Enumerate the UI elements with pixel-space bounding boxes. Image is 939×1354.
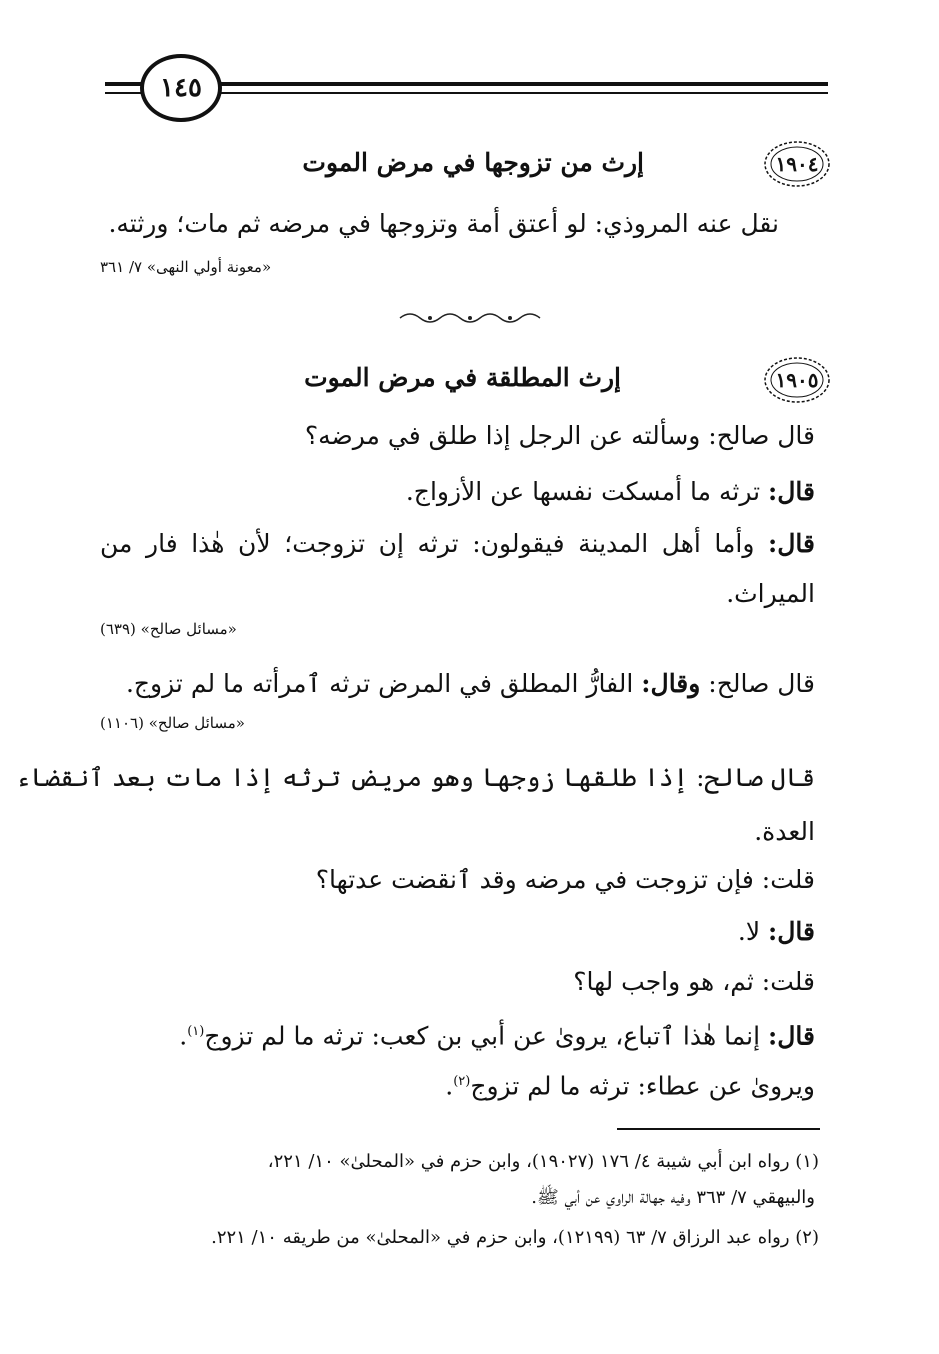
speaker-label: قال:	[768, 1021, 815, 1051]
text-line: قال: لا.	[737, 917, 815, 946]
footnote: (٢) رواه عبد الرزاق ٧/ ٦٣ (١٢١٩٩)، وابن حزم في «المحلىٰ» من طريقه ١٠/ ٢٢١.	[211, 1227, 819, 1248]
text-line: قال: إنما هٰذا ٱتباع، يروىٰ عن أبي بن كعب: ترثه ما لم تزوج$^{(١)}$.	[179, 1021, 815, 1051]
text-line: قلت: فإن تزوجت في مرضه وقد ٱنقضت عدتها؟	[315, 865, 815, 894]
source-citation: «مسائل صالح» (١١٠٦)	[100, 714, 245, 732]
footnote-ref[interactable]: (٢)	[453, 1074, 471, 1089]
speaker-label: قال:	[768, 477, 815, 506]
source-citation: «معونة أولي النهى» ٧/ ٣٦١	[100, 258, 272, 276]
text-line: العدة.	[754, 817, 815, 846]
section-number-emblem: ١٩٠٤	[763, 138, 831, 190]
text-line: قلت: ثم، هو واجب لها؟	[573, 967, 815, 996]
text-line: نقل عنه المروذي: لو أعتق أمة وتزوجها في مرضه ثم مات؛ ورثته.	[108, 209, 779, 238]
footnote-ref[interactable]: (١)	[187, 1024, 205, 1039]
speaker-label: قال:	[768, 917, 815, 946]
footnote-separator	[617, 1128, 820, 1130]
text-line: قال: وأما أهل المدينة فيقولون: ترثه إن تزوجت؛ لأن هٰذا فار من	[100, 529, 815, 558]
source-citation: «مسائل صالح» (٦٣٩)	[100, 620, 237, 638]
text-line: قال صالح: وقال: الفارُّ المطلق في المرض ترثه ٱمرأته ما لم تزوج.	[125, 669, 815, 698]
text-line: ويروىٰ عن عطاء: ترثه ما لم تزوج$^{(٢)}$.	[445, 1071, 815, 1101]
section-number-emblem: ١٩٠٥	[763, 354, 831, 406]
section-title: إرث من تزوجها في مرض الموت	[302, 148, 644, 177]
speaker-label: قال:	[768, 529, 815, 558]
speaker-label: وقال:	[641, 669, 701, 698]
text-line: قال صالح: إذا طلقها زوجها وهو مريض ترثه إذا مات بعد ٱنقضاء	[16, 763, 815, 792]
text-line: قال صالح: وسألته عن الرجل إذا طلق في مرضه؟	[304, 421, 815, 450]
section-title: إرث المطلقة في مرض الموت	[304, 363, 621, 392]
footnote-number: (١)	[795, 1151, 819, 1172]
footnote: (١) رواه ابن أبي شيبة ٤/ ١٧٦ (١٩٠٢٧)، وابن حزم في «المحلىٰ» ١٠/ ٢٢١،	[267, 1151, 819, 1172]
text-line: قال: ترثه ما أمسكت نفسها عن الأزواج.	[405, 477, 815, 506]
page-number: ١٤٥	[140, 54, 222, 122]
ornament-divider-icon	[395, 310, 545, 326]
footnote-number: (٢)	[795, 1227, 819, 1248]
text-line: الميراث.	[726, 579, 815, 608]
footnote-continuation: والبيهقي ٧/ ٣٦٣ وفيه جهالة الراوي عن أبي ﷺ.	[531, 1187, 815, 1208]
